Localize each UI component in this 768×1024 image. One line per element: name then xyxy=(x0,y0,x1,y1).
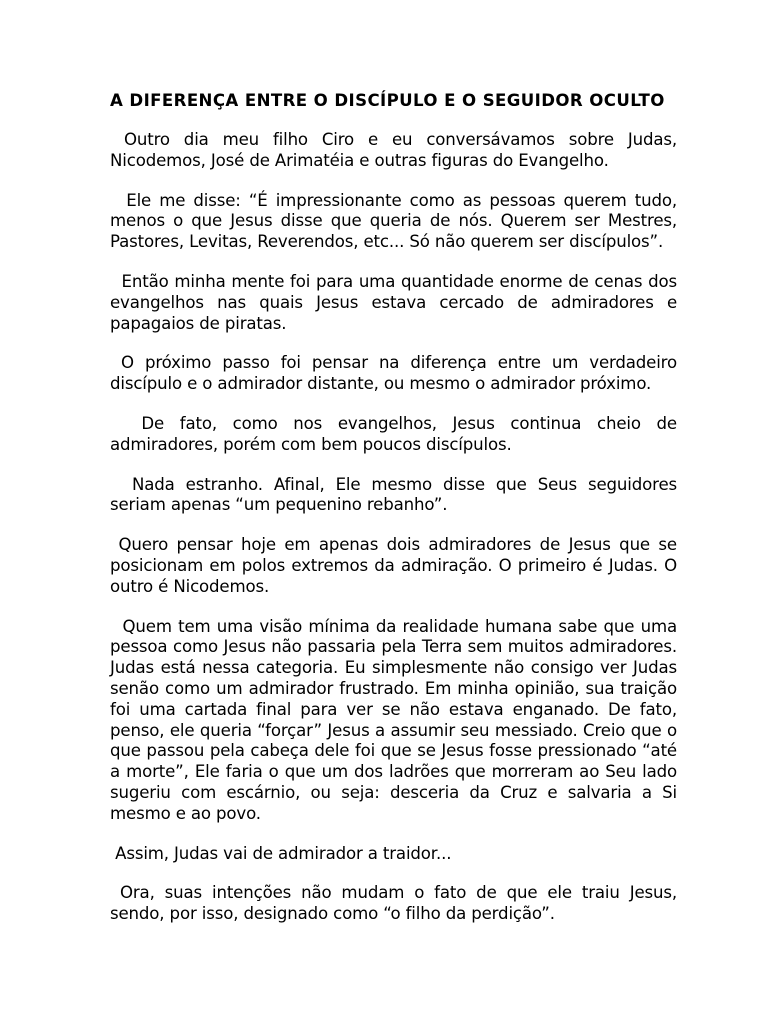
paragraph-7: Quero pensar hoje em apenas dois admiradores de Jesus que se posicionam em polos extremos da admiração. O primeiro é Judas. O outro é Nicodemos. xyxy=(110,535,683,596)
paragraph-9: Assim, Judas vai de admirador a traidor... xyxy=(110,843,452,863)
paragraph-5: De fato, como nos evangelhos, Jesus continua cheio de admiradores, porém com bem poucos discípulos. xyxy=(110,413,683,454)
paragraph-10: Ora, suas intenções não mudam o fato de que ele traiu Jesus, sendo, por isso, designado como “o filho da perdição”. xyxy=(110,883,683,924)
paragraph-3: Então minha mente foi para uma quantidade enorme de cenas dos evangelhos nas quais Jesus estava cercado de admiradores e papagaios de piratas. xyxy=(110,271,683,333)
paragraph-8: Quem tem uma visão mínima da realidade humana sabe que uma pessoa como Jesus não passaria pela Terra sem muitos admiradores. Judas está nessa categoria. Eu simplesmente não consigo ver Judas senão como um admirador frustrado. Em minha opinião, sua traição foi uma cartada final para ver se não estava enganado. De fato, penso, ele queria “forçar” Jesus a assumir seu messiado. Creio que o que passou pela cabeça dele foi que se Jesus fosse pressionado “até a morte”, Ele faria o que um dos ladrões que morreram ao Seu lado sugeriu com escárnio, ou seja: desceria da Cruz e salvaria a Si mesmo e ao povo. xyxy=(110,616,683,823)
document-title: A DIFERENÇA ENTRE O DISCÍPULO E O SEGUIDOR OCULTO xyxy=(110,91,665,110)
paragraph-6: Nada estranho. Afinal, Ele mesmo disse que Seus seguidores seriam apenas “um pequenino rebanho”. xyxy=(110,474,683,515)
paragraph-2: Ele me disse: “É impressionante como as pessoas querem tudo, menos o que Jesus disse que queria de nós. Querem ser Mestres, Pastores, Levitas, Reverendos, etc... Só não querem ser discípulos”. xyxy=(110,190,683,252)
paragraph-1: Outro dia meu filho Ciro e eu conversávamos sobre Judas, Nicodemos, José de Arimatéia e outras figuras do Evangelho. xyxy=(110,130,683,170)
document-page xyxy=(110,90,683,944)
paragraph-4: O próximo passo foi pensar na diferença entre um verdadeiro discípulo e o admirador distante, ou mesmo o admirador próximo. xyxy=(110,353,683,394)
